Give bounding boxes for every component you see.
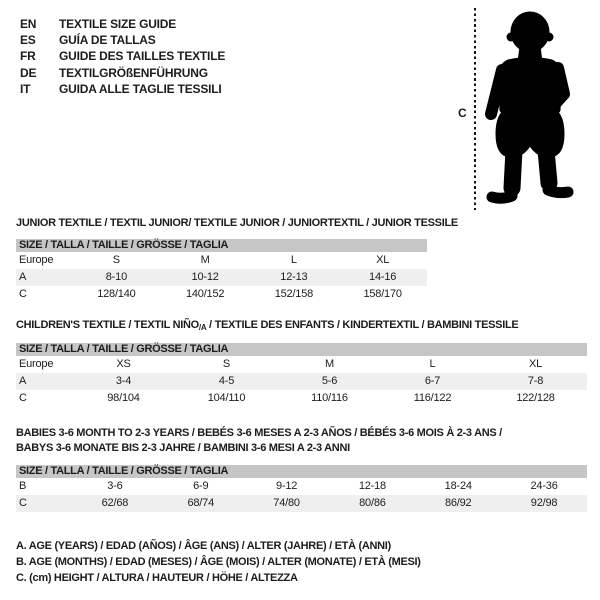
row-label: C <box>19 392 27 404</box>
row-label: C <box>19 288 27 300</box>
children-section-title <box>16 319 518 334</box>
language-title-list <box>20 16 225 97</box>
table-cell: 86/92 <box>444 497 472 509</box>
row-label: A <box>19 271 27 283</box>
table-cell: 128/140 <box>97 288 136 300</box>
table-cell: 122/128 <box>516 392 555 404</box>
note-height-cm: C. (cm) HEIGHT / ALTURA / HAUTEUR / HÖHE / ALTEZZA <box>16 572 298 584</box>
table-row <box>16 356 587 373</box>
table-row <box>16 373 587 390</box>
baby-silhouette-icon <box>484 10 576 206</box>
table-cell: 140/152 <box>185 288 225 300</box>
table-cell: 8-10 <box>105 271 127 283</box>
children-title-pre: CHILDREN'S TEXTILE / TEXTIL NIÑO <box>16 319 199 331</box>
guide-title-en: TEXTILE SIZE GUIDE <box>59 17 177 31</box>
table-cell: 4-5 <box>218 375 235 387</box>
note-age-months: B. AGE (MONTHS) / EDAD (MESES) / ÂGE (MOIS) / ALTER (MONATE) / ETÀ (MESI) <box>16 556 421 568</box>
children-size-table <box>16 343 587 407</box>
table-row <box>16 478 587 495</box>
table-cell: 116/122 <box>413 392 452 404</box>
row-label: A <box>19 375 27 387</box>
table-row <box>16 495 587 512</box>
table-cell: 5-6 <box>321 375 338 387</box>
babies-title-line-2: BABYS 3-6 MONATE BIS 2-3 JAHRE / BAMBINI 3-6 MESI A 2-3 ANNI <box>16 442 350 454</box>
table-cell: 7-8 <box>527 375 544 387</box>
table-cell: S <box>222 358 231 370</box>
table-cell: 9-12 <box>275 480 298 492</box>
babies-title-line-1: BABIES 3-6 MONTH TO 2-3 YEARS / BEBÉS 3-6 MESES A 2-3 AÑOS / BÉBÉS 3-6 MOIS À 2-3 ANS / <box>16 427 502 439</box>
table-cell: 3-6 <box>107 480 123 492</box>
language-code: ES <box>20 33 36 48</box>
table-cell: S <box>112 254 120 266</box>
table-cell: 158/170 <box>363 288 402 300</box>
table-header-bar: SIZE / TALLA / TAILLE / GRÖSSE / TAGLIA <box>16 343 587 356</box>
table-cell: 14-16 <box>369 271 397 283</box>
table-cell: L <box>290 254 297 266</box>
junior-size-table <box>16 239 427 303</box>
table-cell: 110/116 <box>311 392 348 404</box>
junior-section-title: JUNIOR TEXTILE / TEXTIL JUNIOR/ TEXTILE JUNIOR / JUNIORTEXTIL / JUNIOR TESSILE <box>16 217 458 229</box>
table-cell: 74/80 <box>273 497 300 509</box>
table-cell: 12-18 <box>358 480 386 492</box>
table-cell: 24-36 <box>530 480 558 492</box>
table-cell: XS <box>116 358 131 370</box>
language-code: IT <box>20 81 31 96</box>
row-label: B <box>19 480 27 492</box>
children-title-post: / TEXTILE DES ENFANTS / KINDERTEXTIL / BAMBINI TESSILE <box>206 319 519 331</box>
table-cell: XL <box>376 254 390 266</box>
table-row <box>16 252 427 269</box>
table-cell: M <box>200 254 210 266</box>
table-cell: M <box>325 358 334 370</box>
table-cell: 62/68 <box>101 497 129 509</box>
children-title-subscript: /A <box>198 323 207 332</box>
language-row-es <box>20 32 225 48</box>
table-cell: 3-4 <box>115 375 132 387</box>
table-row <box>16 269 427 286</box>
row-label: Europe <box>19 254 54 266</box>
height-measure-label: C <box>458 106 467 120</box>
table-cell: 6-9 <box>193 480 209 492</box>
legend-notes <box>16 538 421 586</box>
babies-size-table <box>16 465 587 512</box>
table-cell: L <box>429 358 436 370</box>
language-row-en <box>20 16 225 32</box>
language-row-it <box>20 81 225 97</box>
guide-title-es: GUÍA DE TALLAS <box>59 33 156 48</box>
table-cell: 92/98 <box>530 497 558 509</box>
guide-title-it: GUIDA ALLE TAGLIE TESSILI <box>59 81 222 96</box>
guide-title-fr: GUIDE DES TAILLES TEXTILE <box>59 49 226 64</box>
guide-title-de: TEXTILGRÖßENFÜHRUNG <box>59 65 208 80</box>
row-label: C <box>19 497 27 509</box>
row-label: Europe <box>19 358 54 370</box>
note-age-years: A. AGE (YEARS) / EDAD (AÑOS) / ÂGE (ANS) / ALTER (JAHRE) / ETÀ (ANNI) <box>16 540 391 552</box>
table-cell: 104/110 <box>207 392 246 404</box>
height-measure-dotted-line <box>474 8 476 210</box>
table-cell: 152/158 <box>274 288 314 300</box>
table-header-bar: SIZE / TALLA / TAILLE / GRÖSSE / TAGLIA <box>16 239 427 252</box>
table-cell: 10-12 <box>191 271 219 283</box>
language-code: EN <box>20 17 37 31</box>
language-row-fr <box>20 48 225 64</box>
table-cell: 6-7 <box>424 375 441 387</box>
table-cell: 12-13 <box>280 271 308 283</box>
table-row <box>16 390 587 407</box>
table-cell: XL <box>528 358 543 370</box>
table-row <box>16 286 427 303</box>
table-cell: 98/104 <box>107 392 140 404</box>
language-code: DE <box>20 65 37 80</box>
table-cell: 18-24 <box>444 480 472 492</box>
table-cell: 68/74 <box>187 497 214 509</box>
language-row-de <box>20 65 225 81</box>
table-header-bar: SIZE / TALLA / TAILLE / GRÖSSE / TAGLIA <box>16 465 587 478</box>
babies-section-title <box>16 426 502 456</box>
language-code: FR <box>20 49 36 64</box>
table-cell: 80/86 <box>359 497 386 509</box>
